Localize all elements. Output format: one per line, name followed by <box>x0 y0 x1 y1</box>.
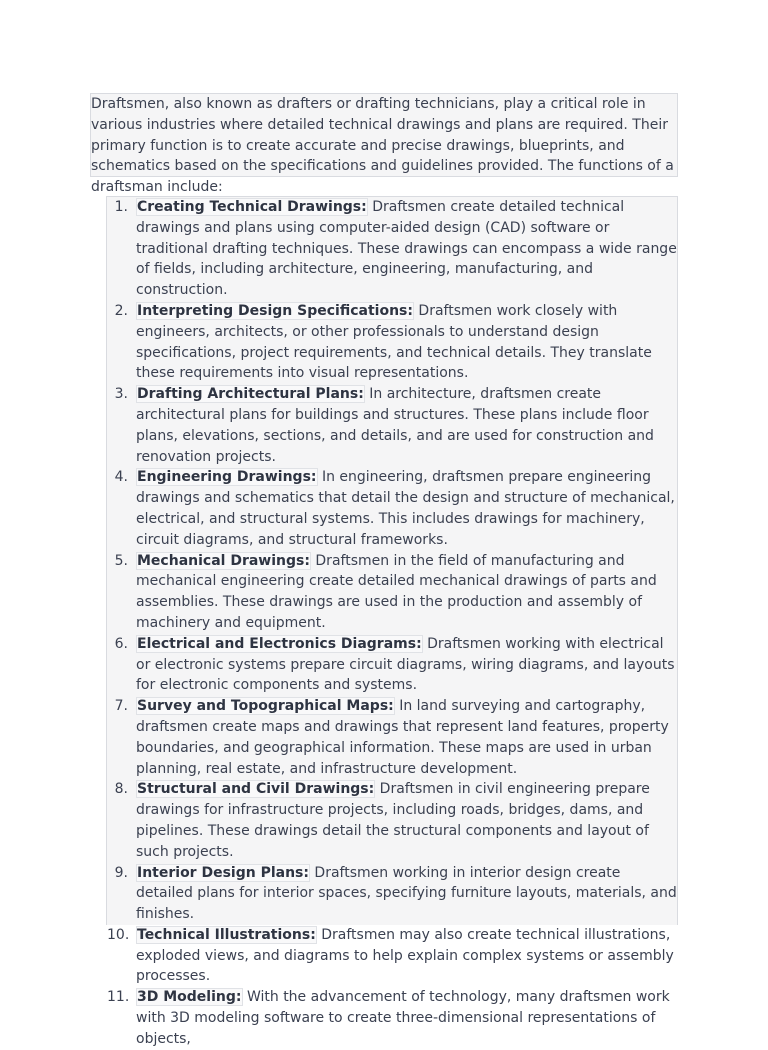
list-item <box>107 863 677 925</box>
item-text: Draftsmen create detailed technical drawings and plans using computer-aided design (CAD) software or traditional drafting techniques. These drawings can encompass a wide range of fields, including architecture, engineering, manufacturing, and construction. <box>136 199 677 299</box>
item-number: 6. <box>114 635 128 652</box>
list-item <box>107 551 677 634</box>
item-term: Technical Illustrations: <box>137 926 316 943</box>
functions-list-container <box>106 196 678 1047</box>
item-term: Structural and Civil Drawings: <box>137 781 375 798</box>
item-number: 1. <box>114 199 128 215</box>
item-term: Electrical and Electronics Diagrams: <box>137 635 422 652</box>
item-text: In land surveying and cartography, draftsmen create maps and drawings that represent land features, property boundaries, and geographical information. These maps are used in urban planning, real estate, and infrastructure development. <box>136 698 669 777</box>
list-item <box>107 301 677 384</box>
item-text: Draftsmen working in interior design create detailed plans for interior spaces, specifying furniture layouts, materials, and finishes. <box>136 864 677 923</box>
item-number: 8. <box>114 781 128 798</box>
list-item <box>107 197 677 301</box>
item-number: 7. <box>114 698 128 715</box>
item-text: With the advancement of technology, many draftsmen work with 3D modeling software to create three-dimensional representations of objects, <box>136 989 670 1047</box>
item-term: Mechanical Drawings: <box>137 552 310 569</box>
item-number: 11. <box>107 989 130 1006</box>
item-text: In engineering, draftsmen prepare engineering drawings and schematics that detail the design and structure of mechanical, electrical, and structural systems. This includes drawings for machinery, circuit diagrams, and structural frameworks. <box>136 469 675 548</box>
item-term: Interior Design Plans: <box>137 864 309 881</box>
item-text: Draftsmen in the field of manufacturing and mechanical engineering create detailed mechanical drawings of parts and assemblies. These drawings are used in the production and assembly of machinery and equipment. <box>136 552 657 631</box>
item-term: Survey and Topographical Maps: <box>137 698 394 715</box>
item-term: Interpreting Design Specifications: <box>137 302 413 319</box>
item-number: 2. <box>114 302 128 319</box>
item-number: 9. <box>114 864 128 881</box>
item-text: Draftsmen in civil engineering prepare drawings for infrastructure projects, including roads, bridges, dams, and pipelines. These drawings detail the structural components and layout of such projects. <box>136 781 650 860</box>
list-item <box>107 987 677 1049</box>
list-item <box>107 696 677 779</box>
list-item <box>107 467 677 550</box>
item-text: In architecture, draftsmen create architectural plans for buildings and structures. These plans include floor plans, elevations, sections, and details, and are used for construction and renovation projects. <box>136 386 654 465</box>
list-item <box>107 634 677 696</box>
item-text: Draftsmen work closely with engineers, architects, or other professionals to understand design specifications, project requirements, and technical details. They translate these requirements into visual representations. <box>136 302 652 382</box>
item-number: 10. <box>107 926 130 943</box>
item-text: Draftsmen working with electrical or electronic systems prepare circuit diagrams, wiring diagrams, and layouts for electronic components and systems. <box>136 635 675 694</box>
item-term: Drafting Architectural Plans: <box>137 386 364 403</box>
functions-list <box>107 197 677 1050</box>
list-item <box>107 779 677 862</box>
list-item <box>107 925 677 987</box>
item-term: 3D Modeling: <box>137 989 242 1006</box>
item-number: 5. <box>114 552 128 569</box>
item-number: 4. <box>114 469 128 486</box>
item-number: 3. <box>114 386 128 403</box>
item-term: Engineering Drawings: <box>137 469 317 486</box>
item-text: Draftsmen may also create technical illustrations, exploded views, and diagrams to help explain complex systems or assembly processes. <box>136 926 674 985</box>
list-item <box>107 384 677 467</box>
intro-paragraph: Draftsmen, also known as drafters or drafting technicians, play a critical role in various industries where detailed technical drawings and plans are required. Their primary function is to create accurate and precise drawings, blueprints, and schematics based on the specifications and guidelines provided. The functions of a draftsman include: <box>90 93 678 177</box>
item-term: Creating Technical Drawings: <box>137 199 367 215</box>
